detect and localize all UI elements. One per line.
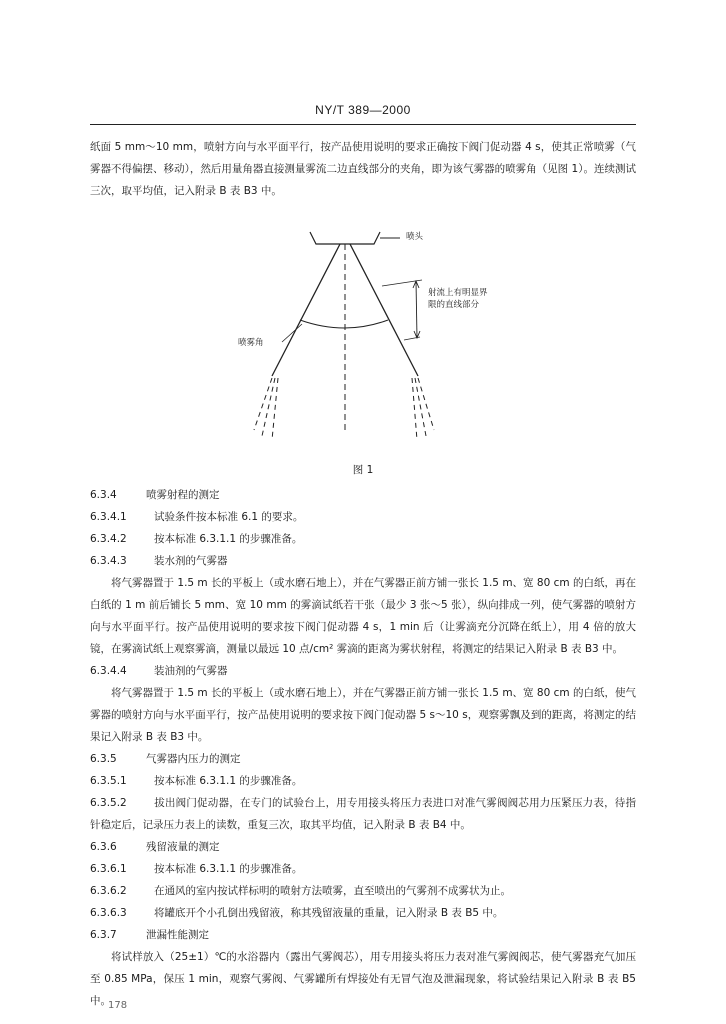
- paragraph-6-3-4-4: 将气雾器置于 1.5 m 长的平板上（或水磨石地上），并在气雾器正前方铺一张长 1.5 m、宽 80 cm 的白纸，使气雾器的喷射方向与水平面平行，按产品使用说明的要求按下阀门促动器 5 s～10 s，观察雾飘及到的距离，将测定的结果记入附录 B 表 B3 中。: [90, 687, 636, 743]
- page-number: 178: [108, 1000, 128, 1011]
- section-6-3-4-3: 6.3.4.3 装水剂的气雾器: [90, 555, 228, 567]
- spray-right-tail-1: [418, 378, 434, 430]
- spray-left-tail-1: [254, 378, 272, 430]
- spray-right-tail-3: [412, 378, 417, 440]
- straight-portion-label-1: 射流上有明显界: [428, 288, 488, 298]
- section-6-3-4: 6.3.4 喷雾射程的测定: [90, 489, 220, 501]
- header-rule: [90, 124, 636, 125]
- section-6-3-4-4: 6.3.4.4 装油剂的气雾器: [90, 665, 228, 677]
- spray-diagram: [220, 218, 520, 458]
- section-6-3-6-1: 6.3.6.1 按本标准 6.3.1.1 的步骤准备。: [90, 863, 303, 875]
- section-6-3-6-2: 6.3.6.2 在通风的室内按试样标明的喷射方法喷雾，直至喷出的气雾剂不成雾状为止。: [90, 885, 511, 897]
- angle-leader-line: [282, 324, 302, 342]
- section-6-3-4-2: 6.3.4.2 按本标准 6.3.1.1 的步骤准备。: [90, 533, 303, 545]
- standard-code-header: NY/T 389—2000: [315, 103, 411, 117]
- section-6-3-7: 6.3.7 泄漏性能测定: [90, 929, 209, 941]
- section-6-3-4-1: 6.3.4.1 试验条件按本标准 6.1 的要求。: [90, 511, 304, 523]
- section-6-3-5: 6.3.5 气雾器内压力的测定: [90, 753, 241, 765]
- paragraph-6-3-4-3: 将气雾器置于 1.5 m 长的平板上（或水磨石地上），并在气雾器正前方铺一张长 1.5 m、宽 80 cm 的白纸，再在白纸的 1 m 前后铺长 5 mm、宽 10 mm 的雾滴试纸若干张（最少 3 张～5 张），纵向排成一列，使气雾器的喷射方向与水平面平行。按产品使用说明的要求按下阀门促动器 4 s，1 min 后（让雾滴充分沉降在纸上），用 4 倍的放大镜，在雾滴试纸上观察雾滴，测量以最远 10 点/cm² 雾滴的距离为雾状射程，将测定的结果记入附录 B 表 B3 中。: [90, 577, 636, 655]
- spray-angle-figure: [220, 218, 520, 458]
- section-6-3-6: 6.3.6 残留液量的测定: [90, 841, 220, 853]
- paragraph-6-3-7: 将试样放入（25±1）℃的水浴器内（露出气雾阀芯），用专用接头将压力表对准气雾阀阀芯，使气雾器充气加压至 0.85 MPa，保压 1 min，观察气雾阀、气雾罐所有焊接处有无冒气泡及泄漏现象，将试验结果记入附录 B 表 B5 中。: [90, 951, 636, 1007]
- spray-angle-arc: [300, 320, 388, 328]
- nozzle-label: 喷头: [406, 232, 424, 242]
- spray-left-edge: [272, 244, 340, 376]
- spray-right-edge: [350, 244, 418, 376]
- intro-paragraph: 纸面 5 mm～10 mm，喷射方向与水平面平行，按产品使用说明的要求正确按下阀门促动器 4 s，使其正常喷雾（气雾器不得偏摆、移动），然后用量角器直接测量雾流二边直线部分的夹角，即为该气雾器的喷雾角（见图 1）。连续测试三次，取平均值，记入附录 B 表 B3 中。: [90, 141, 636, 197]
- section-6-3-5-1: 6.3.5.1 按本标准 6.3.1.1 的步骤准备。: [90, 775, 303, 787]
- dim-line: [416, 281, 417, 338]
- straight-portion-label-2: 限的直线部分: [428, 300, 480, 310]
- figure-caption: 图 1: [352, 464, 374, 476]
- nozzle-shape: [310, 232, 380, 244]
- section-6-3-5-2: 6.3.5.2 拔出阀门促动器，在专门的试验台上，用专用接头将压力表进口对准气雾阀阀芯用力压紧压力表，待指针稳定后，记录压力表上的读数，重复三次，取其平均值，记入附录 B 表 B4 中。: [90, 797, 636, 831]
- section-6-3-6-3: 6.3.6.3 将罐底开个小孔倒出残留液，称其残留液量的重量，记入附录 B 表 B5 中。: [90, 907, 504, 919]
- spray-angle-label: 喷雾角: [238, 338, 264, 348]
